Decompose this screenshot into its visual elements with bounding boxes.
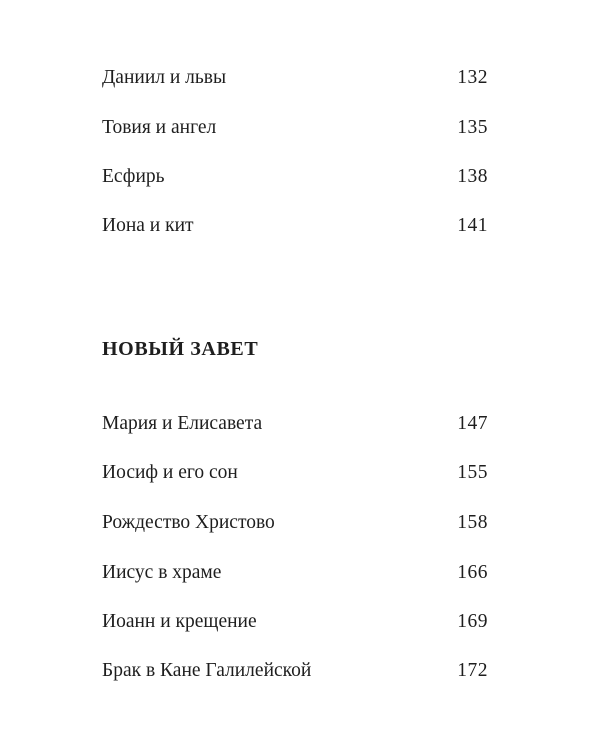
toc-entry-page: 141 xyxy=(457,215,488,236)
toc-entry-page: 132 xyxy=(457,67,488,88)
toc-entry-title: Иисус в храме xyxy=(102,562,222,583)
toc-entry[interactable] xyxy=(102,560,488,586)
toc-entry-title: Товия и ангел xyxy=(102,117,217,138)
toc-entry[interactable] xyxy=(102,213,488,239)
toc-entry-page: 169 xyxy=(457,611,488,632)
toc-entry-page: 155 xyxy=(457,462,488,483)
toc-entry-title: Брак в Кане Галилейской xyxy=(102,660,312,681)
toc-entry-title: Иоанн и крещение xyxy=(102,611,257,632)
toc-entry[interactable] xyxy=(102,65,488,91)
toc-entry[interactable] xyxy=(102,609,488,635)
toc-entry-page: 138 xyxy=(457,166,488,187)
toc-entry-title: Мария и Елисавета xyxy=(102,413,263,434)
toc-entry-page: 158 xyxy=(457,512,488,533)
toc-entry-page: 172 xyxy=(457,660,488,681)
toc-entry-title: Рождество Христово xyxy=(102,512,275,533)
toc-entry[interactable] xyxy=(102,115,488,141)
toc-entry-page: 135 xyxy=(457,117,488,138)
toc-entry[interactable] xyxy=(102,411,488,437)
toc-entry[interactable] xyxy=(102,460,488,486)
section-heading: НОВЫЙ ЗАВЕТ xyxy=(102,338,259,360)
toc-entry-title: Иосиф и его сон xyxy=(102,462,238,483)
toc-entry[interactable] xyxy=(102,658,488,684)
toc-entry-page: 147 xyxy=(457,413,488,434)
toc-entry-page: 166 xyxy=(457,562,488,583)
toc-entry-title: Даниил и львы xyxy=(102,67,227,88)
toc-entry[interactable] xyxy=(102,510,488,536)
toc-entry-title: Иона и кит xyxy=(102,215,194,236)
toc-entry[interactable] xyxy=(102,164,488,190)
toc-entry-title: Есфирь xyxy=(102,166,165,187)
